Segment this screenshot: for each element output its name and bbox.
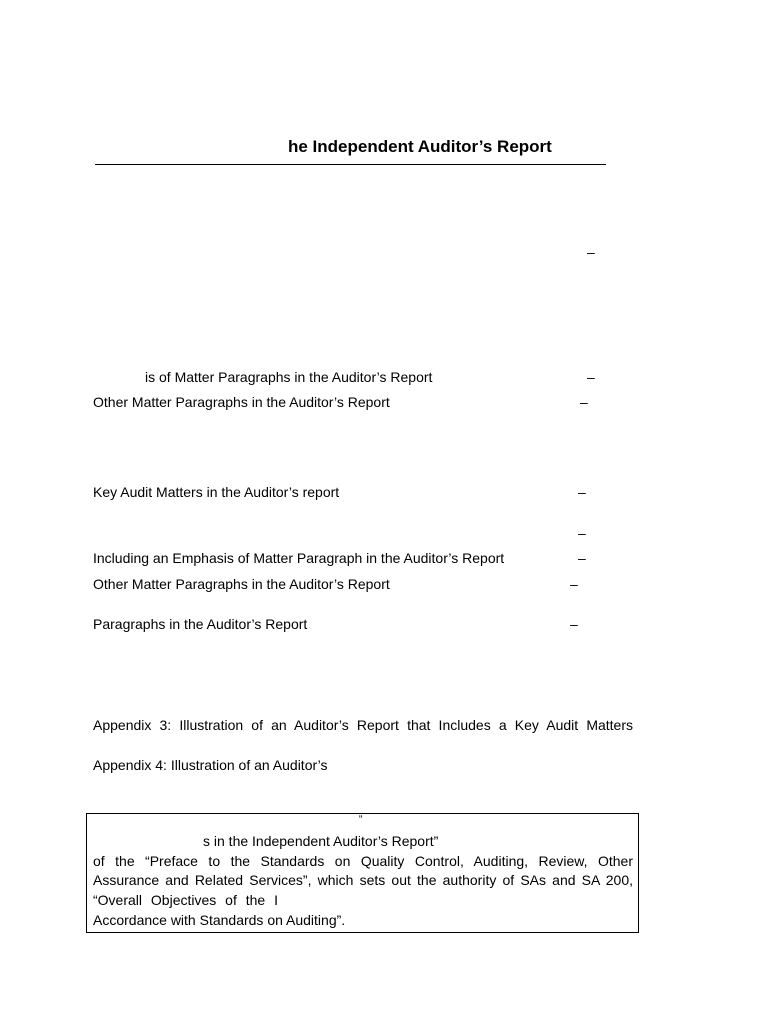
toc-entry-emphasis-of-matter: is of Matter Paragraphs in the Auditor’s Report <box>145 369 433 385</box>
note-line-5: Accordance with Standards on Auditing”. <box>93 912 346 928</box>
toc-entry-paragraphs: Paragraphs in the Auditor’s Report <box>93 616 308 632</box>
toc-entry-other-matter: Other Matter Paragraphs in the Auditor’s Report <box>93 394 390 410</box>
page-title: he Independent Auditor’s Report <box>288 137 552 156</box>
note-box <box>86 813 639 933</box>
toc-dash-top: – <box>587 244 595 260</box>
note-quote-mark: “ <box>359 814 363 825</box>
note-line-2: of the “Preface to the Standards on Quality Control, Auditing, Review, Other <box>93 853 633 869</box>
toc-entry-including-emphasis: Including an Emphasis of Matter Paragraph in the Auditor’s Report <box>93 550 505 566</box>
toc-dash-lone: – <box>578 525 586 541</box>
toc-dash-key-audit: – <box>578 484 586 500</box>
toc-entry-other-matter-2: Other Matter Paragraphs in the Auditor’s Report <box>93 576 390 592</box>
toc-dash-other-matter-2: – <box>570 576 578 592</box>
toc-entry-appendix-4: Appendix 4: Illustration of an Auditor’s <box>93 757 328 773</box>
note-line-3: Assurance and Related Services”, which sets out the authority of SAs and SA 200, <box>93 872 633 888</box>
title-underline <box>95 164 606 165</box>
toc-dash-emphasis: – <box>587 369 595 385</box>
toc-entry-appendix-3: Appendix 3: Illustration of an Auditor’s Report that Includes a Key Audit Matters <box>93 717 633 733</box>
toc-dash-including-emphasis: – <box>578 550 586 566</box>
note-line-1: s in the Independent Auditor’s Report” <box>203 833 439 849</box>
toc-entry-key-audit-matters: Key Audit Matters in the Auditor’s report <box>93 484 340 500</box>
toc-dash-paragraphs: – <box>570 616 578 632</box>
toc-dash-other-matter: – <box>580 394 588 410</box>
note-line-4: “Overall Objectives of the I <box>93 892 278 908</box>
